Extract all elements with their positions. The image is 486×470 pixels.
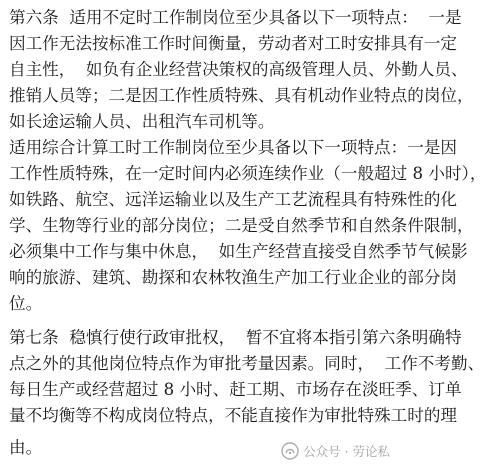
text-line: 学、生物等行业的部分岗位；二是受自然季节和自然条件限制， xyxy=(9,216,474,235)
text-line: 由。 xyxy=(9,438,43,457)
text-line: 工作性质特殊，在一定时间内必须连续作业（一般超过 8 小时）， xyxy=(9,164,486,183)
text-line: 响的旅游、建筑、勘探和农林牧渔生产加工行业企业的部分岗 xyxy=(9,268,458,287)
text-line: 自主性， 如负有企业经营决策权的高级管理人员、外勤人员、 xyxy=(9,60,468,79)
text-line: 第六条 适用不定时工作制岗位至少具备以下一项特点： 一是 xyxy=(9,8,462,27)
text-line: 必须集中工作与集中休息， 如生产经营直接受自然季节气候影 xyxy=(9,242,468,261)
text-line: 适用综合计算工时工作制岗位至少具备以下一项特点：一是因 xyxy=(9,138,458,157)
watermark-text: 公众号 · 劳论私 xyxy=(303,444,390,459)
text-line: 推销人员等；二是因工作性质特殊、具有机动作业特点的岗位， xyxy=(9,86,474,105)
text-line: 因工作无法按标准工作时间衡量，劳动者对工时安排具有一定 xyxy=(9,34,458,53)
text-line: 第七条 稳慎行使行政审批权， 暂不宜将本指引第六条明确特 xyxy=(9,328,462,347)
text-line: 每日生产或经营超过 8 小时、赶工期、市场存在淡旺季、订单 xyxy=(9,380,462,399)
text-line: 点之外的其他岗位特点作为审批考量因素。同时， 工作不考勤、 xyxy=(9,354,485,373)
watermark xyxy=(281,440,390,462)
text-line: 如长途运输人员、出租汽车司机等。 xyxy=(9,112,275,131)
wechat-official-account-icon xyxy=(281,442,299,460)
text-line: 量不均衡等不构成岗位特点，不能直接作为审批特殊工时的理 xyxy=(9,406,458,425)
text-line: 位。 xyxy=(9,294,43,313)
text-line: 如铁路、航空、远洋运输业以及生产工艺流程具有特殊性的化 xyxy=(9,190,458,209)
